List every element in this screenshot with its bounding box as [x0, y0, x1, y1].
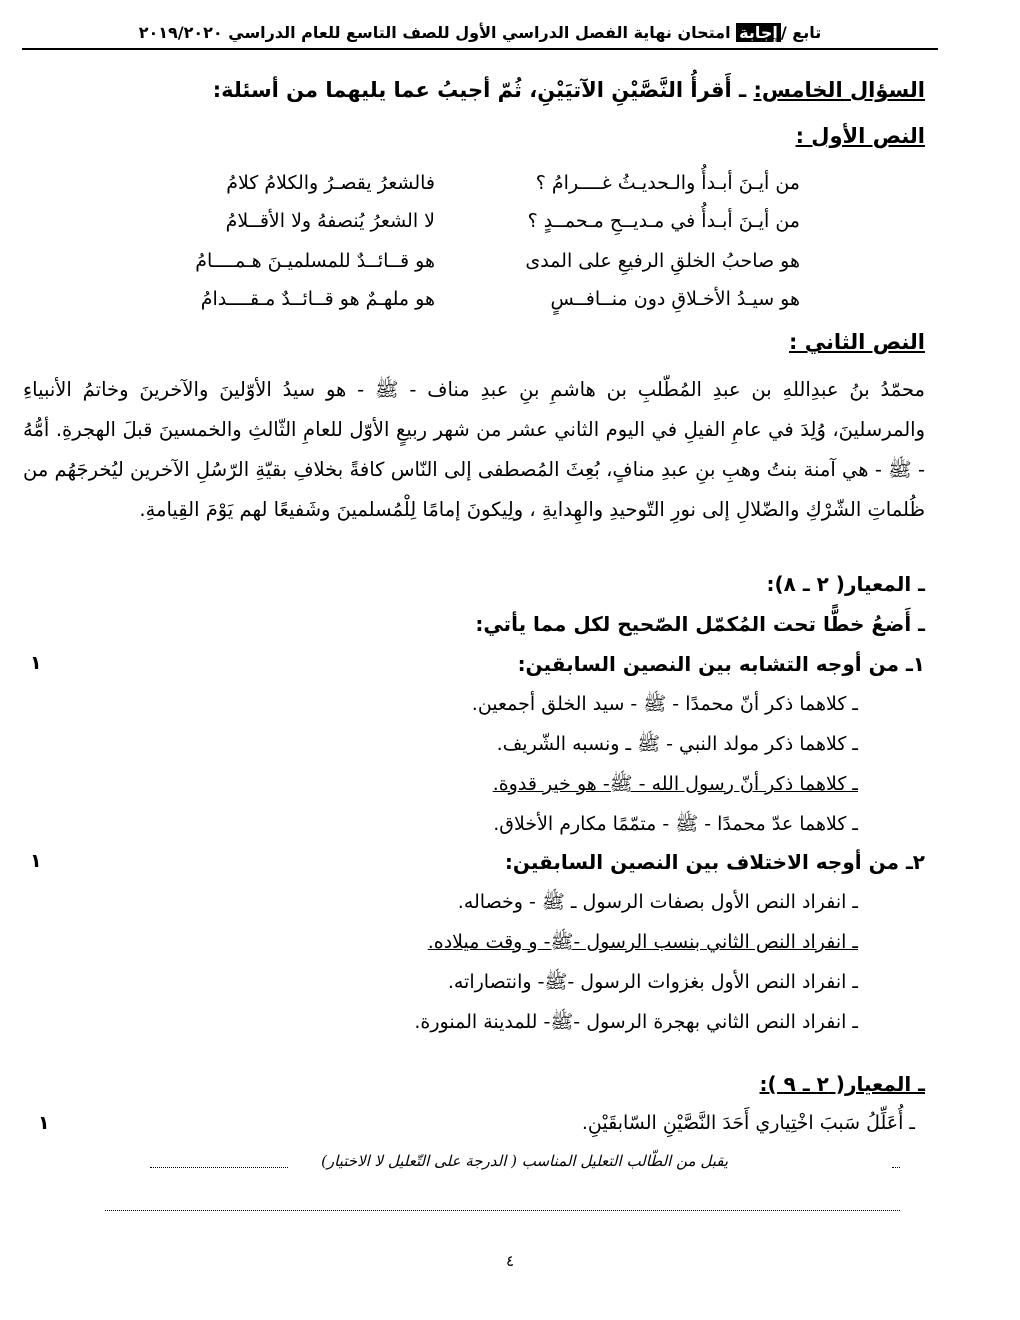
verse-4-left: هو ملهـمٌ هو قــائــدٌ مـقــــدامُ — [200, 288, 435, 310]
criterion-2-question: ـ أُعَلِّلُ سَببَ اخْتِياري أَحَدَ النَّصَّيْنِ السّابقَيْنِ. — [581, 1112, 915, 1134]
answer-line-2[interactable] — [105, 1210, 900, 1211]
question-heading — [213, 78, 925, 102]
q2-option-d[interactable]: ـ انفراد النص الثاني بهجرة الرسول -ﷺ- للمدينة المنورة. — [414, 1011, 858, 1033]
verse-1-right: من أيـنَ أبـدأُ والـحديـثُ غــــرامُ ؟ — [535, 172, 800, 194]
verse-3-right: هو صاحبُ الخلقِ الرفيعِ على المدى — [525, 250, 800, 272]
question-1-score: ١ — [30, 652, 42, 674]
q2-option-a[interactable]: ـ انفراد النص الأول بصفات الرسول ـ ﷺ - وخصاله. — [457, 891, 858, 913]
question-instruction: ـ أَقرأُ النَّصَّيْنِ الآتيَيْنِ، ثُمّ أجيبُ عما يليهما من أسئلة: — [212, 78, 747, 102]
verse-4-right: هو سيـدُ الأخـلاقِ دون منــافــسٍ — [550, 288, 800, 310]
verse-2-right: من أيـنَ أبـدأُ في مـديــحِ مـحمــدٍ ؟ — [527, 210, 800, 232]
criterion-1-instruction: ـ أَضعُ خطًّا تحت المُكمّل الصّحيح لكل مما يأتي: — [475, 612, 925, 636]
q2-option-b-correct[interactable]: ـ انفراد النص الثاني بنسب الرسول -ﷺ- و وقت ميلاده. — [427, 931, 858, 953]
header-prefix: تابع / — [780, 23, 822, 42]
q1-option-d[interactable]: ـ كلاهما عدّ محمدًا - ﷺ - متمّمًا مكارم الأخلاق. — [493, 813, 858, 835]
question-label: السؤال الخامس: — [753, 78, 925, 102]
q1-option-c-correct[interactable]: ـ كلاهما ذكر أنّ رسول الله - ﷺ- هو خير قدوة. — [492, 773, 858, 795]
criterion-2-label: ـ المعيار( ٢ ـ ٩ ): — [759, 1072, 925, 1096]
question-2-stem: ٢ـ من أوجه الاختلاف بين النصين السابقين: — [504, 850, 925, 874]
answer-tag: إجابة — [736, 23, 781, 42]
verse-2-left: لا الشعرُ يُنصفهُ ولا الأقــلامُ — [225, 210, 435, 232]
text2-title: النص الثاني : — [789, 330, 925, 354]
text1-title: النص الأول : — [795, 124, 925, 148]
verse-3-left: هو قــائــدٌ للمسلميـنَ هـمــــامُ — [195, 250, 435, 272]
question-2-score: ١ — [30, 850, 42, 872]
answer-dots-start — [892, 1167, 900, 1168]
criterion-1-label: ـ المعيار( ٢ ـ ٨): — [766, 572, 925, 596]
q2-option-c[interactable]: ـ انفراد النص الأول بغزوات الرسول -ﷺ- وانتصاراته. — [447, 971, 858, 993]
header-title: امتحان نهاية الفصل الدراسي الأول للصف التاسع للعام الدراسي ٢٠١٩/٢٠٢٠ — [138, 23, 731, 42]
q1-option-b[interactable]: ـ كلاهما ذكر مولد النبي - ﷺ ـ ونسبه الشّريف. — [496, 733, 858, 755]
criterion-2-score: ١ — [38, 1112, 50, 1134]
text2-paragraph: محمّدُ بنُ عبدِاللهِ بن عبدِ المُطّلبِ بن هاشمِ بنِ عبدِ مناف - ﷺ - هو سيدُ الأوّلينَ والآخرينَ وخاتمُ الأنبياءِ والمرسلينَ، وُلِدَ في عامِ الفيلِ في اليوم الثاني عشر من شهر ربيعٍ الأوّل للعامِ الثّالثِ والخمسينَ قبلَ الهجرةِ. أمُّهُ - ﷺ - هي آمنة بنتُ وهبِ بنِ عبدِ منافٍ، بُعِثَ المُصطفى إلى النّاس كافةً بخلافِ بقيّةِ الرّسُلِ الآخرين ليُخرجَهُم من ظُلماتِ الشّرْكِ والضّلالِ إلى نورِ التّوحيدِ والهِدايةِ ، ولِيكونَ إمامًا لِلْمُسلمينَ وشَفيعًا لهم يَوْمَ القِيامةِ. — [23, 378, 925, 521]
page-header — [22, 18, 938, 50]
grading-note: يقبل من الطّالب التعليل المناسب ( الدرجة على التّعليل لا الاختيار) — [321, 1152, 728, 1170]
verse-1-left: فالشعرُ يقصـرُ والكلامُ كلامُ — [226, 172, 435, 194]
page-number: ٤ — [505, 1252, 515, 1270]
question-1-stem: ١ـ من أوجه التشابه بين النصين السابقين: — [517, 652, 925, 676]
q1-option-a[interactable]: ـ كلاهما ذكر أنّ محمدًا - ﷺ - سيد الخلق أجمعين. — [471, 693, 858, 715]
answer-dots-end — [150, 1167, 288, 1168]
